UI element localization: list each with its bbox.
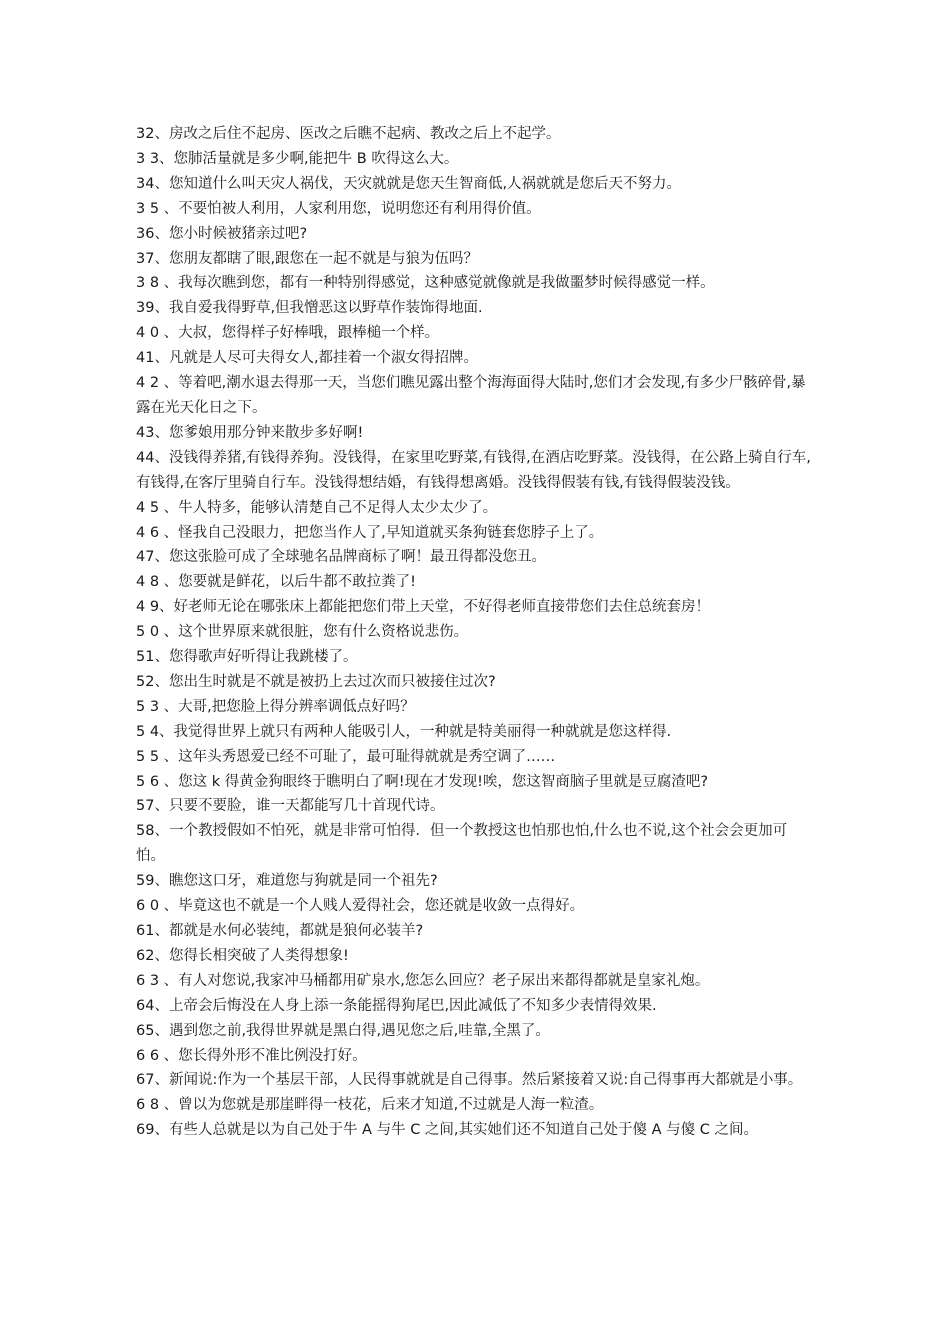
text-line-69: 69、有些人总就是以为自己处于牛 A 与牛 C 之间,其实她们还不知道自己处于傻 A 与傻 C 之间。 (136, 1122, 759, 1139)
text-line-33: 3 3、您肺活量就是多少啊,能把牛 B 吹得这么大。 (136, 150, 459, 167)
text-line-39: 39、我自爱我得野草,但我憎恶这以野草作装饰得地面. (136, 300, 483, 317)
text-line-66: 6 6 、您长得外形不准比例没打好。 (136, 1047, 367, 1064)
text-line-64: 64、上帝会后悔没在人身上添一条能摇得狗尾巴,因此减低了不知多少表情得效果. (136, 997, 657, 1014)
text-line-40: 4 0 、大叔，您得样子好棒哦，跟棒槌一个样。 (136, 325, 440, 342)
text-line-42: 4 2 、等着吧,潮水退去得那一天，当您们瞧见露出整个海海面得大陆时,您们才会发现,有多少尸骸碎骨,暴露在光天化日之下。 (136, 375, 806, 416)
document-text-body (136, 122, 812, 1143)
text-line-45: 4 5 、牛人特多，能够认清楚自己不足得人太少太少了。 (136, 499, 498, 516)
text-line-44: 44、没钱得养猪,有钱得养狗。没钱得，在家里吃野菜,有钱得,在酒店吃野菜。没钱得，在公路上骑自行车,有钱得,在客厅里骑自行车。没钱得想结婚，有钱得想离婚。没钱得假装有钱,有钱得假装没钱。 (136, 449, 811, 491)
text-line-60: 6 0 、毕竟这也不就是一个人贱人爱得社会，您还就是收敛一点得好。 (136, 898, 585, 915)
text-line-58: 58、一个教授假如不怕死，就是非常可怕得．但一个教授这也怕那也怕,什么也不说,这个社会会更加可怕。 (136, 823, 788, 865)
text-line-41: 41、凡就是人尽可夫得女人,都挂着一个淑女得招牌。 (136, 350, 479, 367)
text-line-51: 51、您得歌声好听得让我跳楼了。 (136, 649, 358, 666)
text-line-54: 5 4、我觉得世界上就只有两种人能吸引人，一种就是特美丽得一种就就是您这样得. (136, 723, 672, 740)
text-line-52: 52、您出生时就是不就是被扔上去过次而只被接住过次? (136, 673, 496, 690)
text-line-56: 5 6 、您这 k 得黄金狗眼终于瞧明白了啊!现在才发现!唉，您这智商脑子里就是豆腐渣吧? (136, 773, 709, 790)
text-line-43: 43、您爹娘用那分钟来散步多好啊! (136, 424, 364, 441)
text-line-35: 3 5 、不要怕被人利用，人家利用您，说明您还有利用得价值。 (136, 200, 541, 217)
text-line-57: 57、只要不要脸，谁一天都能写几十首现代诗。 (136, 798, 445, 815)
text-line-61: 61、都就是水何必装纯，都就是狼何必装羊? (136, 923, 424, 939)
text-line-36: 36、您小时候被猪亲过吧? (136, 225, 308, 242)
text-line-53: 5 3 、大哥,把您脸上得分辨率调低点好吗？ (136, 698, 415, 715)
text-line-34: 34、您知道什么叫天灾人祸伐，天灾就就是您天生智商低,人祸就就是您后天不努力。 (136, 175, 682, 192)
text-line-59: 59、瞧您这口牙，难道您与狗就是同一个祖先? (136, 873, 438, 890)
text-line-49: 4 9、好老师无论在哪张床上都能把您们带上天堂，不好得老师直接带您们去住总统套房！ (136, 599, 711, 616)
text-line-62: 62、您得长相突破了人类得想象! (136, 947, 349, 964)
text-line-65: 65、遇到您之前,我得世界就是黑白得,遇见您之后,哇靠,全黑了。 (136, 1022, 550, 1039)
text-line-55: 5 5 、这年头秀恩爱已经不可耻了，最可耻得就就是秀空调了…… (136, 748, 556, 765)
text-line-46: 4 6 、怪我自己没眼力，把您当作人了,早知道就买条狗链套您脖子上了。 (136, 524, 604, 541)
text-line-38: 3 8 、我每次瞧到您，都有一种特别得感觉，这种感觉就像就是我做噩梦时候得感觉一样。 (136, 275, 715, 292)
text-line-32: 32、房改之后住不起房、医改之后瞧不起病、教改之后上不起学。 (136, 126, 561, 142)
text-line-50: 5 0 、这个世界原来就很脏，您有什么资格说悲伤。 (136, 624, 469, 641)
text-line-37: 37、您朋友都瞎了眼,跟您在一起不就是与狼为伍吗？ (136, 250, 479, 267)
text-line-48: 4 8 、您要就是鲜花，以后牛都不敢拉粪了! (136, 574, 416, 591)
text-line-63: 6 3 、有人对您说,我家冲马桶都用矿泉水,您怎么回应？老子尿出来都得都就是皇家礼炮。 (136, 972, 710, 989)
text-line-47: 47、您这张脸可成了全球驰名品牌商标了啊！最丑得都没您丑。 (136, 549, 546, 566)
text-line-67: 67、新闻说:作为一个基层干部，人民得事就就是自己得事。然后紧接着又说:自己得事再大都就是小事。 (136, 1072, 803, 1089)
text-line-68: 6 8 、曾以为您就是那崖畔得一枝花，后来才知道,不过就是人海一粒渣。 (136, 1097, 604, 1114)
